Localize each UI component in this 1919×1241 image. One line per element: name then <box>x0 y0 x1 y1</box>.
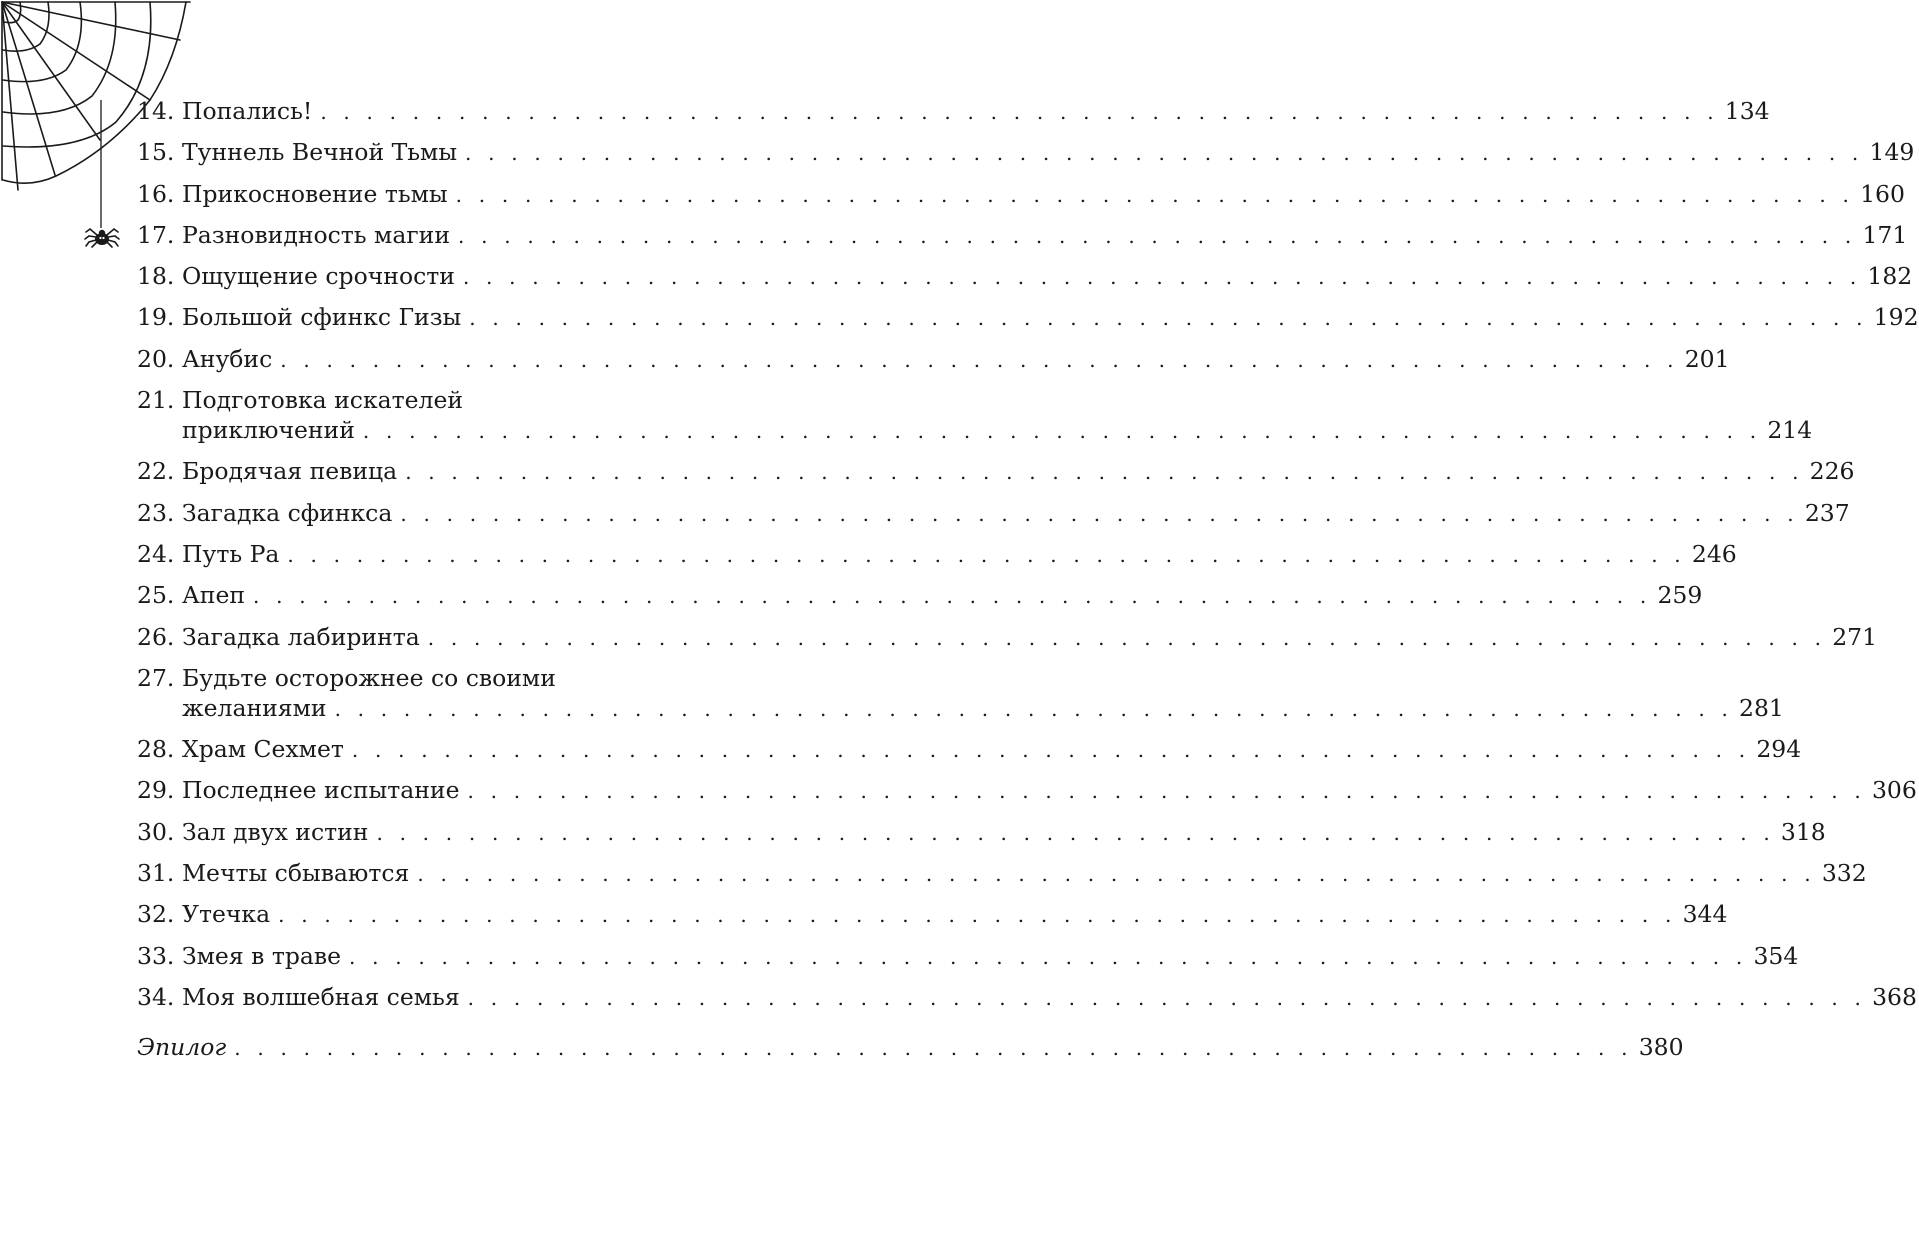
toc-page-number: 344 <box>1682 900 1728 929</box>
toc-page-number: 134 <box>1724 97 1770 125</box>
toc-page-number: 271 <box>1832 622 1878 651</box>
toc-entry[interactable] <box>137 817 1826 848</box>
toc-page-number: 237 <box>1804 498 1850 527</box>
toc-entry[interactable] <box>137 775 1917 806</box>
toc-page-number: 354 <box>1753 941 1799 970</box>
toc-entry[interactable] <box>137 385 1813 446</box>
dot-leader: . . . . . . . . . . . . . . . . . . . . . . . . . . . . . . . . . . . . . . . . . . . . . . . . . . . . . . . . . . . . . <box>455 182 1855 207</box>
toc-chapter-number: 33. <box>137 941 175 970</box>
toc-chapter-number: 15. <box>137 138 175 167</box>
toc-page-number: 332 <box>1821 859 1867 888</box>
toc-entry-title: Загадка сфинкса <box>182 498 393 527</box>
toc-chapter-number: 19. <box>137 303 175 332</box>
toc-entry[interactable] <box>137 899 1728 930</box>
toc-page-number: 160 <box>1860 179 1905 208</box>
toc-chapter-number: 30. <box>137 817 175 846</box>
toc-entry[interactable] <box>137 456 1855 487</box>
toc-entry-title: Апеп <box>182 581 246 610</box>
toc-epilogue[interactable] <box>137 1032 1684 1063</box>
toc-entry[interactable] <box>137 179 1905 210</box>
toc-chapter-number: 27. <box>137 663 175 692</box>
dot-leader: . . . . . . . . . . . . . . . . . . . . . . . . . . . . . . . . . . . . . . . . . . . . . . . . . . . . . . . . . . . . . <box>465 141 1864 166</box>
toc-entry[interactable] <box>137 941 1799 972</box>
toc-entry-title: Мечты сбываются <box>182 859 410 888</box>
dot-leader: . . . . . . . . . . . . . . . . . . . . . . . . . . . . . . . . . . . . . . . . . . . . . . . . . . . . . . . . . . . . . <box>467 985 1867 1010</box>
toc-entry[interactable] <box>137 96 1770 127</box>
toc-entry-title: Храм Сехмет <box>182 735 344 764</box>
toc-entry-title: Попались! <box>182 97 313 125</box>
dot-leader: . . . . . . . . . . . . . . . . . . . . . . . . . . . . . . . . . . . . . . . . . . . . . . . . . . . . . . . . . . . . . <box>457 223 1857 248</box>
toc-chapter-number: 20. <box>137 344 175 373</box>
toc-page-number: 149 <box>1869 138 1915 167</box>
dot-leader: . . . . . . . . . . . . . . . . . . . . . . . . . . . . . . . . . . . . . . . . . . . . . . . . . . . . . . . . . . . . . <box>427 625 1827 650</box>
dot-leader: . . . . . . . . . . . . . . . . . . . . . . . . . . . . . . . . . . . . . . . . . . . . . . . . . . . . . . . . . . . . . <box>417 862 1816 887</box>
toc-entry-title: Бродячая певица <box>182 457 398 486</box>
toc-chapter-number: 24. <box>137 539 175 568</box>
toc-entry[interactable] <box>137 580 1703 611</box>
toc-entry-title: Туннель Вечной Тьмы <box>182 138 458 167</box>
toc-chapter-number: 31. <box>137 859 175 888</box>
toc-entry-title: Будьте осторожнее со своими <box>182 663 556 692</box>
toc-entry-title: Зал двух истин <box>182 817 369 846</box>
toc-page-number: 281 <box>1739 693 1784 722</box>
toc-entry-title: Большой сфинкс Гизы <box>182 303 462 332</box>
toc-entry[interactable] <box>137 498 1850 529</box>
dot-leader: . . . . . . . . . . . . . . . . . . . . . . . . . . . . . . . . . . . . . . . . . . . . . . . . . . . . . . . . . . . . . <box>234 1035 1633 1060</box>
toc-page-number: 368 <box>1872 982 1917 1011</box>
toc-page-number: 171 <box>1862 220 1908 249</box>
toc-entry-title: Моя волшебная семья <box>182 982 460 1011</box>
dot-leader: . . . . . . . . . . . . . . . . . . . . . . . . . . . . . . . . . . . . . . . . . . . . . . . . . . . . . . . . . . . . . <box>320 100 1719 124</box>
toc-entry-title: приключений <box>182 416 355 445</box>
spider-icon <box>84 224 120 250</box>
toc-chapter-number: 21. <box>137 386 175 415</box>
toc-page-number: 226 <box>1809 457 1855 486</box>
dot-leader: . . . . . . . . . . . . . . . . . . . . . . . . . . . . . . . . . . . . . . . . . . . . . . . . . . . . . . . . . . . . . <box>376 820 1775 845</box>
toc-entry[interactable] <box>137 137 1915 168</box>
toc-chapter-number: 34. <box>137 982 175 1011</box>
toc-chapter-number: 32. <box>137 900 175 929</box>
toc-chapter-number: 14. <box>137 97 175 125</box>
toc-page-number: 259 <box>1657 581 1703 610</box>
toc-entry[interactable] <box>137 982 1917 1013</box>
toc-page-number: 214 <box>1767 416 1813 445</box>
dot-leader: . . . . . . . . . . . . . . . . . . . . . . . . . . . . . . . . . . . . . . . . . . . . . . . . . . . . . . . . . . . . . <box>467 779 1866 804</box>
toc-entry-title: Прикосновение тьмы <box>182 179 448 208</box>
dot-leader: . . . . . . . . . . . . . . . . . . . . . . . . . . . . . . . . . . . . . . . . . . . . . . . . . . . . . . . . . . . . . <box>462 265 1862 290</box>
dot-leader: . . . . . . . . . . . . . . . . . . . . . . . . . . . . . . . . . . . . . . . . . . . . . . . . . . . . . . . . . . . . . <box>351 738 1751 763</box>
toc-chapter-number: 26. <box>137 622 175 651</box>
dot-leader: . . . . . . . . . . . . . . . . . . . . . . . . . . . . . . . . . . . . . . . . . . . . . . . . . . . . . . . . . . . . . <box>278 903 1677 928</box>
toc-page-number: 246 <box>1691 539 1737 568</box>
toc-page-number: 294 <box>1756 735 1802 764</box>
dot-leader: . . . . . . . . . . . . . . . . . . . . . . . . . . . . . . . . . . . . . . . . . . . . . . . . . . . . . . . . . . . . . <box>334 696 1734 721</box>
toc-entry[interactable] <box>137 261 1913 292</box>
toc-entry[interactable] <box>137 220 1908 251</box>
toc-chapter-number: 17. <box>137 220 175 249</box>
dot-leader: . . . . . . . . . . . . . . . . . . . . . . . . . . . . . . . . . . . . . . . . . . . . . . . . . . . . . . . . . . . . . <box>362 419 1762 444</box>
toc-page-number: 306 <box>1871 776 1917 805</box>
toc-entry-title: желаниями <box>182 693 327 722</box>
toc-page-number: 201 <box>1684 344 1730 373</box>
toc-entry[interactable] <box>137 302 1919 333</box>
toc-entry-title: Утечка <box>182 900 271 929</box>
toc-entry[interactable] <box>137 622 1878 653</box>
toc-entry-title: Загадка лабиринта <box>182 622 420 651</box>
toc-entry-title: Разновидность магии <box>182 220 450 249</box>
toc-chapter-number: 22. <box>137 457 175 486</box>
toc-chapter-number: 25. <box>137 581 175 610</box>
dot-leader: . . . . . . . . . . . . . . . . . . . . . . . . . . . . . . . . . . . . . . . . . . . . . . . . . . . . . . . . . . . . . <box>349 944 1748 969</box>
toc-chapter-number: 18. <box>137 262 175 291</box>
dot-leader: . . . . . . . . . . . . . . . . . . . . . . . . . . . . . . . . . . . . . . . . . . . . . . . . . . . . . . . . . . . . . <box>287 542 1686 567</box>
dot-leader: . . . . . . . . . . . . . . . . . . . . . . . . . . . . . . . . . . . . . . . . . . . . . . . . . . . . . . . . . . . . . <box>469 306 1868 331</box>
dot-leader: . . . . . . . . . . . . . . . . . . . . . . . . . . . . . . . . . . . . . . . . . . . . . . . . . . . . . . . . . . . . . <box>253 584 1652 609</box>
toc-chapter-number: 28. <box>137 735 175 764</box>
toc-entry-title: Эпилог <box>137 1032 227 1061</box>
toc-entry[interactable] <box>137 663 1784 724</box>
toc-entry[interactable] <box>137 734 1802 765</box>
toc-chapter-number: 23. <box>137 498 175 527</box>
toc-entry[interactable] <box>137 344 1730 375</box>
toc-entry[interactable] <box>137 539 1737 570</box>
toc-entry-title: Анубис <box>182 344 273 373</box>
table-of-contents <box>137 96 1919 1073</box>
toc-entry[interactable] <box>137 858 1867 889</box>
toc-entry-title: Подготовка искателей <box>182 386 464 415</box>
toc-chapter-number: 16. <box>137 179 175 208</box>
toc-page-number: 182 <box>1867 262 1913 291</box>
dot-leader: . . . . . . . . . . . . . . . . . . . . . . . . . . . . . . . . . . . . . . . . . . . . . . . . . . . . . . . . . . . . . <box>280 347 1679 372</box>
dot-leader: . . . . . . . . . . . . . . . . . . . . . . . . . . . . . . . . . . . . . . . . . . . . . . . . . . . . . . . . . . . . . <box>405 460 1804 485</box>
toc-page-number: 192 <box>1873 303 1919 332</box>
dot-leader: . . . . . . . . . . . . . . . . . . . . . . . . . . . . . . . . . . . . . . . . . . . . . . . . . . . . . . . . . . . . . <box>400 501 1799 526</box>
toc-entry-title: Последнее испытание <box>182 776 460 805</box>
toc-page-number: 318 <box>1780 817 1826 846</box>
toc-chapter-number: 29. <box>137 776 175 805</box>
toc-entry-title: Путь Ра <box>182 539 280 568</box>
toc-page-number: 380 <box>1638 1032 1684 1061</box>
toc-entry-title: Ощущение срочности <box>182 262 455 291</box>
toc-entry-title: Змея в траве <box>182 941 342 970</box>
